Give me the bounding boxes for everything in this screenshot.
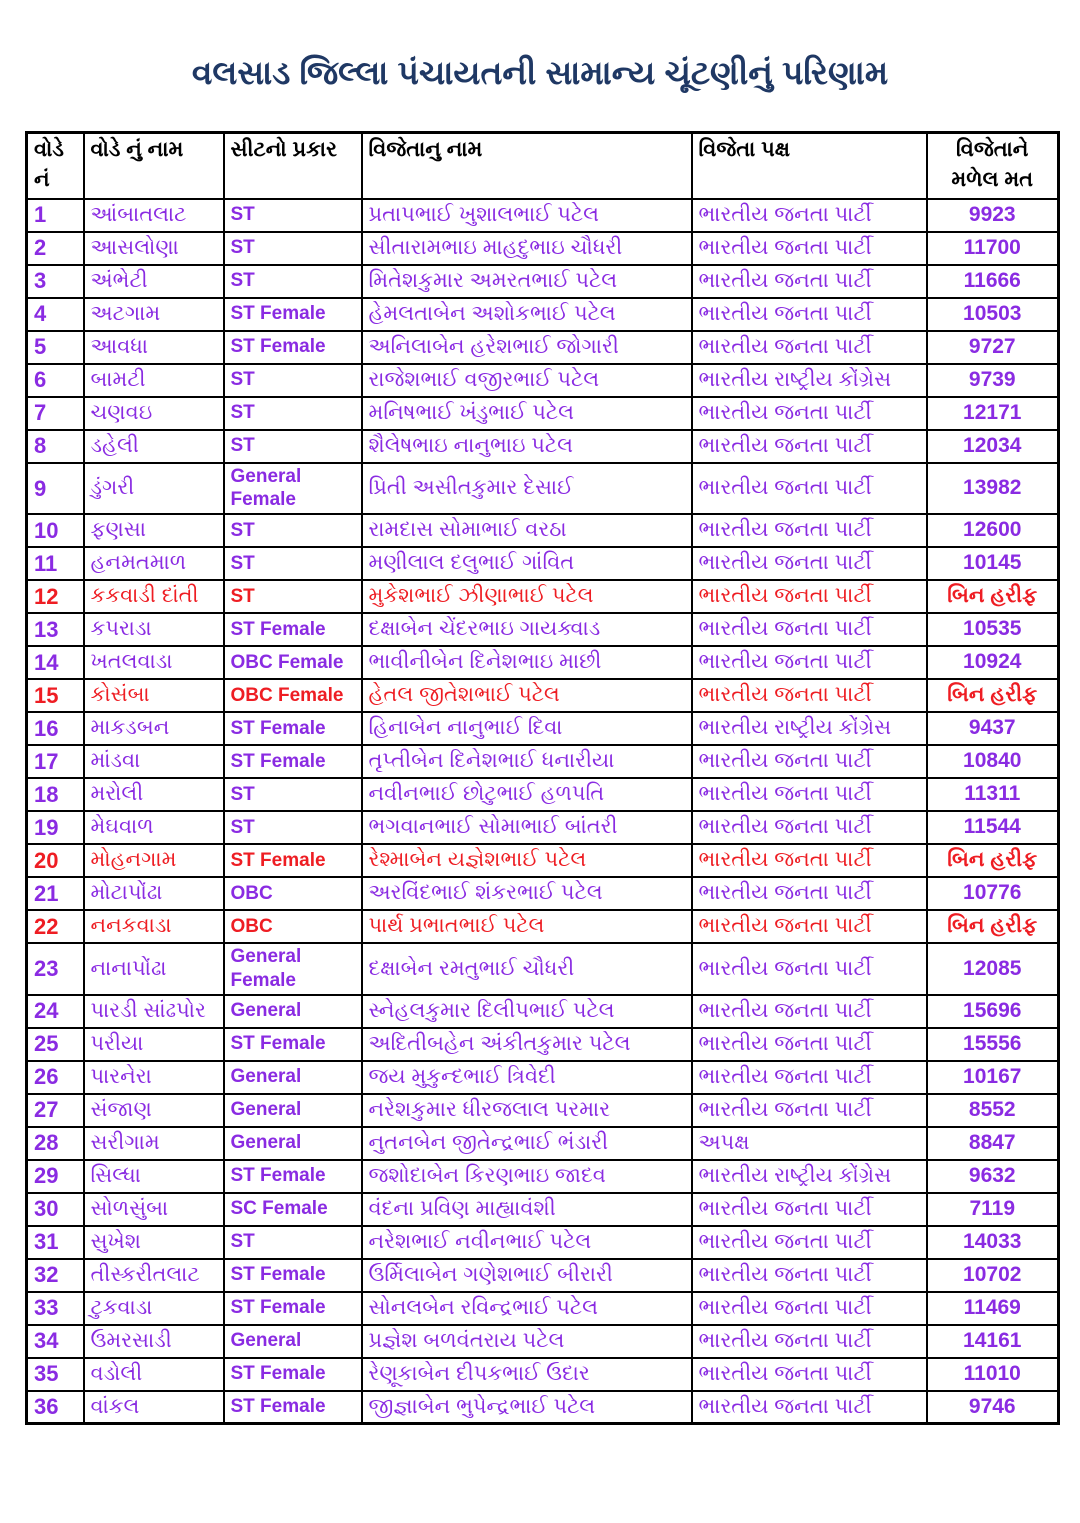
cell-votes: 10924: [927, 646, 1059, 679]
cell-no: 13: [27, 613, 84, 646]
cell-votes: 14033: [927, 1226, 1059, 1259]
cell-no: 29: [27, 1160, 84, 1193]
table-row: [27, 778, 1059, 811]
table-row: [27, 1358, 1059, 1391]
cell-votes: બિન હરીફ: [927, 910, 1059, 943]
table-row: [27, 331, 1059, 364]
cell-votes: 10167: [927, 1061, 1059, 1094]
cell-party: ભારતીય જનતા પાર્ટી: [692, 1094, 927, 1127]
cell-seat: ST Female: [224, 1391, 362, 1424]
cell-seat: ST Female: [224, 298, 362, 331]
cell-no: 30: [27, 1193, 84, 1226]
cell-ward: પારનેરા: [84, 1061, 224, 1094]
cell-no: 14: [27, 646, 84, 679]
cell-winner: હેમલતાબેન અશોકભાઈ પટેલ: [362, 298, 692, 331]
cell-party: ભારતીય જનતા પાર્ટી: [692, 580, 927, 613]
cell-party: ભારતીય રાષ્ટ્રીય કોંગ્રેસ: [692, 1160, 927, 1193]
cell-winner: ભાવીનીબેન દિનેશભાઇ માછી: [362, 646, 692, 679]
cell-seat: ST: [224, 265, 362, 298]
cell-party: ભારતીય જનતા પાર્ટી: [692, 679, 927, 712]
cell-ward: ટુકવાડા: [84, 1292, 224, 1325]
cell-ward: હનમતમાળ: [84, 547, 224, 580]
header-ward-name: વોડે નું નામ: [84, 133, 224, 199]
cell-no: 20: [27, 844, 84, 877]
cell-ward: મેઘવાળ: [84, 811, 224, 844]
cell-winner: અનિલાબેન હરેશભાઈ જોગારી: [362, 331, 692, 364]
cell-party: ભારતીય રાષ્ટ્રીય કોંગ્રેસ: [692, 712, 927, 745]
cell-winner: નરેશકુમાર ધીરજલાલ પરમાર: [362, 1094, 692, 1127]
cell-winner: નવીનભાઈ છોટુભાઈ હળપતિ: [362, 778, 692, 811]
cell-no: 11: [27, 547, 84, 580]
cell-winner: જશોદાબેન કિરણભાઇ જાદવ: [362, 1160, 692, 1193]
cell-no: 32: [27, 1259, 84, 1292]
cell-votes: 9727: [927, 331, 1059, 364]
page-title: વલસાડ જિલ્લા પંચાયતની સામાન્ય ચૂંટણીનું પરિણામ: [191, 54, 889, 91]
table-row: [27, 580, 1059, 613]
table-row: [27, 1028, 1059, 1061]
cell-no: 24: [27, 995, 84, 1028]
cell-party: ભારતીય જનતા પાર્ટી: [692, 646, 927, 679]
cell-seat: ST: [224, 514, 362, 547]
cell-ward: ઉમરસાડી: [84, 1325, 224, 1358]
table-row: [27, 430, 1059, 463]
cell-seat: ST Female: [224, 844, 362, 877]
cell-winner: અરવિંદભાઈ શંકરભાઈ પટેલ: [362, 877, 692, 910]
cell-party: ભારતીય જનતા પાર્ટી: [692, 745, 927, 778]
cell-votes: 10535: [927, 613, 1059, 646]
cell-no: 1: [27, 199, 84, 232]
cell-winner: જીજ્ઞાબેન ભુપેન્દ્રભાઈ પટેલ: [362, 1391, 692, 1424]
cell-party: ભારતીય જનતા પાર્ટી: [692, 1061, 927, 1094]
cell-votes: 12034: [927, 430, 1059, 463]
table-row: [27, 298, 1059, 331]
cell-party: ભારતીય જનતા પાર્ટી: [692, 298, 927, 331]
cell-ward: ચણવઇ: [84, 397, 224, 430]
cell-votes: 8552: [927, 1094, 1059, 1127]
cell-votes: 12171: [927, 397, 1059, 430]
cell-votes: 9632: [927, 1160, 1059, 1193]
cell-ward: આસલોણા: [84, 232, 224, 265]
cell-seat: ST: [224, 580, 362, 613]
cell-votes: 11469: [927, 1292, 1059, 1325]
cell-seat: ST Female: [224, 1292, 362, 1325]
cell-seat: General Female: [224, 463, 362, 515]
cell-votes: 8847: [927, 1127, 1059, 1160]
table-row: [27, 364, 1059, 397]
cell-party: ભારતીય જનતા પાર્ટી: [692, 844, 927, 877]
cell-seat: General: [224, 1061, 362, 1094]
cell-winner: હેતલ જીતેશભાઈ પટેલ: [362, 679, 692, 712]
table-row: [27, 1061, 1059, 1094]
cell-party: ભારતીય જનતા પાર્ટી: [692, 1259, 927, 1292]
cell-no: 15: [27, 679, 84, 712]
table-row: [27, 199, 1059, 232]
cell-ward: મોટાપોંઢા: [84, 877, 224, 910]
cell-party: ભારતીય જનતા પાર્ટી: [692, 613, 927, 646]
table-row: [27, 745, 1059, 778]
results-table-body: [27, 199, 1059, 1424]
table-row: [27, 646, 1059, 679]
table-row: [27, 1325, 1059, 1358]
cell-seat: ST: [224, 232, 362, 265]
cell-ward: સરીગામ: [84, 1127, 224, 1160]
table-row: [27, 811, 1059, 844]
cell-party: ભારતીય જનતા પાર્ટી: [692, 1358, 927, 1391]
table-row: [27, 943, 1059, 995]
cell-party: ભારતીય જનતા પાર્ટી: [692, 199, 927, 232]
cell-ward: મરોલી: [84, 778, 224, 811]
cell-votes: બિન હરીફ: [927, 844, 1059, 877]
cell-votes: 10702: [927, 1259, 1059, 1292]
cell-seat: ST Female: [224, 613, 362, 646]
cell-no: 26: [27, 1061, 84, 1094]
table-row: [27, 712, 1059, 745]
table-row: [27, 1259, 1059, 1292]
cell-no: 9: [27, 463, 84, 515]
cell-seat: General: [224, 995, 362, 1028]
cell-ward: માકડબન: [84, 712, 224, 745]
cell-seat: ST: [224, 811, 362, 844]
cell-seat: OBC: [224, 877, 362, 910]
cell-no: 33: [27, 1292, 84, 1325]
header-row: [27, 133, 1059, 199]
cell-seat: ST Female: [224, 1028, 362, 1061]
cell-votes: 12600: [927, 514, 1059, 547]
cell-winner: સ્નેહલકુમાર દિલીપભાઈ પટેલ: [362, 995, 692, 1028]
cell-no: 8: [27, 430, 84, 463]
cell-party: અપક્ષ: [692, 1127, 927, 1160]
cell-no: 25: [27, 1028, 84, 1061]
cell-ward: કપરાડા: [84, 613, 224, 646]
cell-ward: વાંકલ: [84, 1391, 224, 1424]
cell-ward: કોસંબા: [84, 679, 224, 712]
cell-no: 36: [27, 1391, 84, 1424]
cell-winner: મુકેશભાઈ ઝીણાભાઈ પટેલ: [362, 580, 692, 613]
cell-party: ભારતીય જનતા પાર્ટી: [692, 331, 927, 364]
cell-seat: ST: [224, 397, 362, 430]
cell-party: ભારતીય જનતા પાર્ટી: [692, 463, 927, 515]
cell-winner: રામદાસ સોમાભાઈ વરઠા: [362, 514, 692, 547]
table-row: [27, 613, 1059, 646]
cell-winner: મણીલાલ દલુભાઈ ગાંવિત: [362, 547, 692, 580]
cell-winner: મનિષભાઈ ખંડુભાઈ પટેલ: [362, 397, 692, 430]
table-row: [27, 995, 1059, 1028]
cell-ward: બામટી: [84, 364, 224, 397]
cell-party: ભારતીય જનતા પાર્ટી: [692, 778, 927, 811]
cell-winner: ઉર્મિલાબેન ગણેશભાઈ બીરારી: [362, 1259, 692, 1292]
cell-no: 17: [27, 745, 84, 778]
cell-no: 7: [27, 397, 84, 430]
table-row: [27, 232, 1059, 265]
header-seat-type: સીટનો પ્રકાર: [224, 133, 362, 199]
cell-ward: કકવાડી દાંતી: [84, 580, 224, 613]
cell-votes: 10776: [927, 877, 1059, 910]
cell-ward: ડહેલી: [84, 430, 224, 463]
cell-ward: નાનાપોંઢા: [84, 943, 224, 995]
cell-seat: General: [224, 1094, 362, 1127]
cell-seat: ST: [224, 778, 362, 811]
cell-party: ભારતીય જનતા પાર્ટી: [692, 232, 927, 265]
header-winner-party: વિજેતા પક્ષ: [692, 133, 927, 199]
cell-votes: 11311: [927, 778, 1059, 811]
cell-ward: ડુંગરી: [84, 463, 224, 515]
table-row: [27, 877, 1059, 910]
cell-votes: 11544: [927, 811, 1059, 844]
cell-votes: 9746: [927, 1391, 1059, 1424]
cell-winner: દક્ષાબેન ચેંદરભાઇ ગાયક્વાડ: [362, 613, 692, 646]
table-row: [27, 1160, 1059, 1193]
cell-votes: 9923: [927, 199, 1059, 232]
cell-winner: રેશ્માબેન યજ્ઞેશભાઈ પટેલ: [362, 844, 692, 877]
cell-ward: ખતલવાડા: [84, 646, 224, 679]
cell-seat: OBC Female: [224, 679, 362, 712]
table-row: [27, 514, 1059, 547]
cell-ward: માંડવા: [84, 745, 224, 778]
cell-no: 10: [27, 514, 84, 547]
table-row: [27, 397, 1059, 430]
cell-seat: OBC: [224, 910, 362, 943]
cell-ward: આંબાતલાટ: [84, 199, 224, 232]
cell-seat: ST: [224, 364, 362, 397]
cell-no: 31: [27, 1226, 84, 1259]
cell-no: 35: [27, 1358, 84, 1391]
cell-party: ભારતીય જનતા પાર્ટી: [692, 943, 927, 995]
cell-seat: ST Female: [224, 745, 362, 778]
cell-winner: સીતારામભાઇ માહદુભાઇ ચૌધરી: [362, 232, 692, 265]
cell-votes: 7119: [927, 1193, 1059, 1226]
cell-no: 34: [27, 1325, 84, 1358]
cell-no: 12: [27, 580, 84, 613]
cell-votes: 15556: [927, 1028, 1059, 1061]
cell-winner: પ્રતાપભાઈ ખુશાલભાઈ પટેલ: [362, 199, 692, 232]
cell-ward: સિલ્ધા: [84, 1160, 224, 1193]
cell-votes: 10840: [927, 745, 1059, 778]
table-row: [27, 1094, 1059, 1127]
cell-winner: દક્ષાબેન રમતુભાઈ ચૌધરી: [362, 943, 692, 995]
cell-winner: શૈલેષભાઇ નાનુભાઇ પટેલ: [362, 430, 692, 463]
cell-party: ભારતીય જનતા પાર્ટી: [692, 547, 927, 580]
cell-party: ભારતીય જનતા પાર્ટી: [692, 1028, 927, 1061]
cell-ward: સંજાણ: [84, 1094, 224, 1127]
cell-no: 6: [27, 364, 84, 397]
cell-winner: રાજેશભાઈ વજીરભાઈ પટેલ: [362, 364, 692, 397]
table-row: [27, 463, 1059, 515]
cell-no: 28: [27, 1127, 84, 1160]
cell-seat: OBC Female: [224, 646, 362, 679]
cell-winner: સોનલબેન રવિન્દ્રભાઈ પટેલ: [362, 1292, 692, 1325]
cell-winner: અદિતીબહેન અંકીતકુમાર પટેલ: [362, 1028, 692, 1061]
cell-winner: હિનાબેન નાનુભાઈ દિવા: [362, 712, 692, 745]
cell-ward: તીસ્કરીતલાટ: [84, 1259, 224, 1292]
cell-votes: 12085: [927, 943, 1059, 995]
cell-ward: નનકવાડા: [84, 910, 224, 943]
cell-votes: 9437: [927, 712, 1059, 745]
cell-seat: General Female: [224, 943, 362, 995]
cell-votes: 11666: [927, 265, 1059, 298]
cell-no: 21: [27, 877, 84, 910]
table-row: [27, 1127, 1059, 1160]
cell-votes: 9739: [927, 364, 1059, 397]
election-results-table: [25, 131, 1060, 1425]
cell-seat: ST: [224, 199, 362, 232]
cell-seat: General: [224, 1127, 362, 1160]
table-row: [27, 1391, 1059, 1424]
cell-winner: નુતનબેન જીતેન્દ્રભાઈ ભંડારી: [362, 1127, 692, 1160]
table-header: [27, 133, 1059, 199]
cell-no: 2: [27, 232, 84, 265]
cell-votes: બિન હરીફ: [927, 679, 1059, 712]
cell-party: ભારતીય જનતા પાર્ટી: [692, 397, 927, 430]
table-row: [27, 1193, 1059, 1226]
table-row: [27, 1226, 1059, 1259]
cell-votes: 15696: [927, 995, 1059, 1028]
cell-party: ભારતીય જનતા પાર્ટી: [692, 910, 927, 943]
cell-no: 27: [27, 1094, 84, 1127]
cell-votes: 11700: [927, 232, 1059, 265]
cell-no: 16: [27, 712, 84, 745]
cell-winner: ભગવાનભાઈ સોમાભાઈ બાંતરી: [362, 811, 692, 844]
table-row: [27, 910, 1059, 943]
cell-party: ભારતીય જનતા પાર્ટી: [692, 1325, 927, 1358]
cell-seat: ST Female: [224, 331, 362, 364]
cell-party: ભારતીય જનતા પાર્ટી: [692, 430, 927, 463]
cell-no: 18: [27, 778, 84, 811]
header-ward-number: વોડે નં: [27, 133, 84, 199]
cell-ward: સુખેશ: [84, 1226, 224, 1259]
table-row: [27, 1292, 1059, 1325]
cell-seat: General: [224, 1325, 362, 1358]
cell-no: 5: [27, 331, 84, 364]
table-row: [27, 547, 1059, 580]
cell-party: ભારતીય જનતા પાર્ટી: [692, 877, 927, 910]
cell-ward: આવધા: [84, 331, 224, 364]
cell-party: ભારતીય જનતા પાર્ટી: [692, 1292, 927, 1325]
table-row: [27, 679, 1059, 712]
cell-winner: રેણૂકાબેન દીપકભાઈ ઉદાર: [362, 1358, 692, 1391]
cell-ward: અટગામ: [84, 298, 224, 331]
cell-no: 22: [27, 910, 84, 943]
cell-no: 19: [27, 811, 84, 844]
cell-party: ભારતીય જનતા પાર્ટી: [692, 995, 927, 1028]
cell-winner: પ્રજ્ઞેશ બળવંતરાય પટેલ: [362, 1325, 692, 1358]
cell-seat: ST Female: [224, 1160, 362, 1193]
cell-seat: SC Female: [224, 1193, 362, 1226]
cell-seat: ST Female: [224, 1259, 362, 1292]
cell-winner: તૃપ્તીબેન દિનેશભાઈ ધનારીયા: [362, 745, 692, 778]
cell-no: 23: [27, 943, 84, 995]
cell-ward: સોળસુંબા: [84, 1193, 224, 1226]
cell-party: ભારતીય જનતા પાર્ટી: [692, 265, 927, 298]
cell-winner: પાર્થ પ્રભાતભાઈ પટેલ: [362, 910, 692, 943]
cell-no: 3: [27, 265, 84, 298]
cell-seat: ST: [224, 1226, 362, 1259]
cell-ward: પારડી સાંઢપોર: [84, 995, 224, 1028]
cell-votes: બિન હરીફ: [927, 580, 1059, 613]
cell-seat: ST Female: [224, 1358, 362, 1391]
cell-ward: વડોલી: [84, 1358, 224, 1391]
cell-seat: ST: [224, 430, 362, 463]
cell-votes: 10503: [927, 298, 1059, 331]
cell-no: 4: [27, 298, 84, 331]
cell-ward: પરીયા: [84, 1028, 224, 1061]
cell-party: ભારતીય રાષ્ટ્રીય કોંગ્રેસ: [692, 364, 927, 397]
cell-votes: 10145: [927, 547, 1059, 580]
cell-seat: ST: [224, 547, 362, 580]
cell-party: ભારતીય જનતા પાર્ટી: [692, 1226, 927, 1259]
cell-party: ભારતીય જનતા પાર્ટી: [692, 1193, 927, 1226]
cell-party: ભારતીય જનતા પાર્ટી: [692, 514, 927, 547]
table-row: [27, 265, 1059, 298]
cell-winner: મિતેશકુમાર અમરતભાઈ પટેલ: [362, 265, 692, 298]
table-row: [27, 844, 1059, 877]
cell-party: ભારતીય જનતા પાર્ટી: [692, 811, 927, 844]
cell-votes: 14161: [927, 1325, 1059, 1358]
cell-votes: 13982: [927, 463, 1059, 515]
cell-party: ભારતીય જનતા પાર્ટી: [692, 1391, 927, 1424]
cell-ward: મોહનગામ: [84, 844, 224, 877]
cell-winner: નરેશભાઈ નવીનભાઈ પટેલ: [362, 1226, 692, 1259]
cell-votes: 11010: [927, 1358, 1059, 1391]
header-winner-name: વિજેતાનુ નામ: [362, 133, 692, 199]
cell-ward: ફણસા: [84, 514, 224, 547]
header-winner-votes: વિજેતાને મળેલ મત: [927, 133, 1059, 199]
cell-winner: વંદના પ્રવિણ માહ્યાવંશી: [362, 1193, 692, 1226]
cell-winner: પ્રિતી અસીતકુમાર દેસાઈ: [362, 463, 692, 515]
cell-ward: અંભેટી: [84, 265, 224, 298]
cell-seat: ST Female: [224, 712, 362, 745]
cell-winner: જય મુકુન્દભાઈ ત્રિવેદી: [362, 1061, 692, 1094]
